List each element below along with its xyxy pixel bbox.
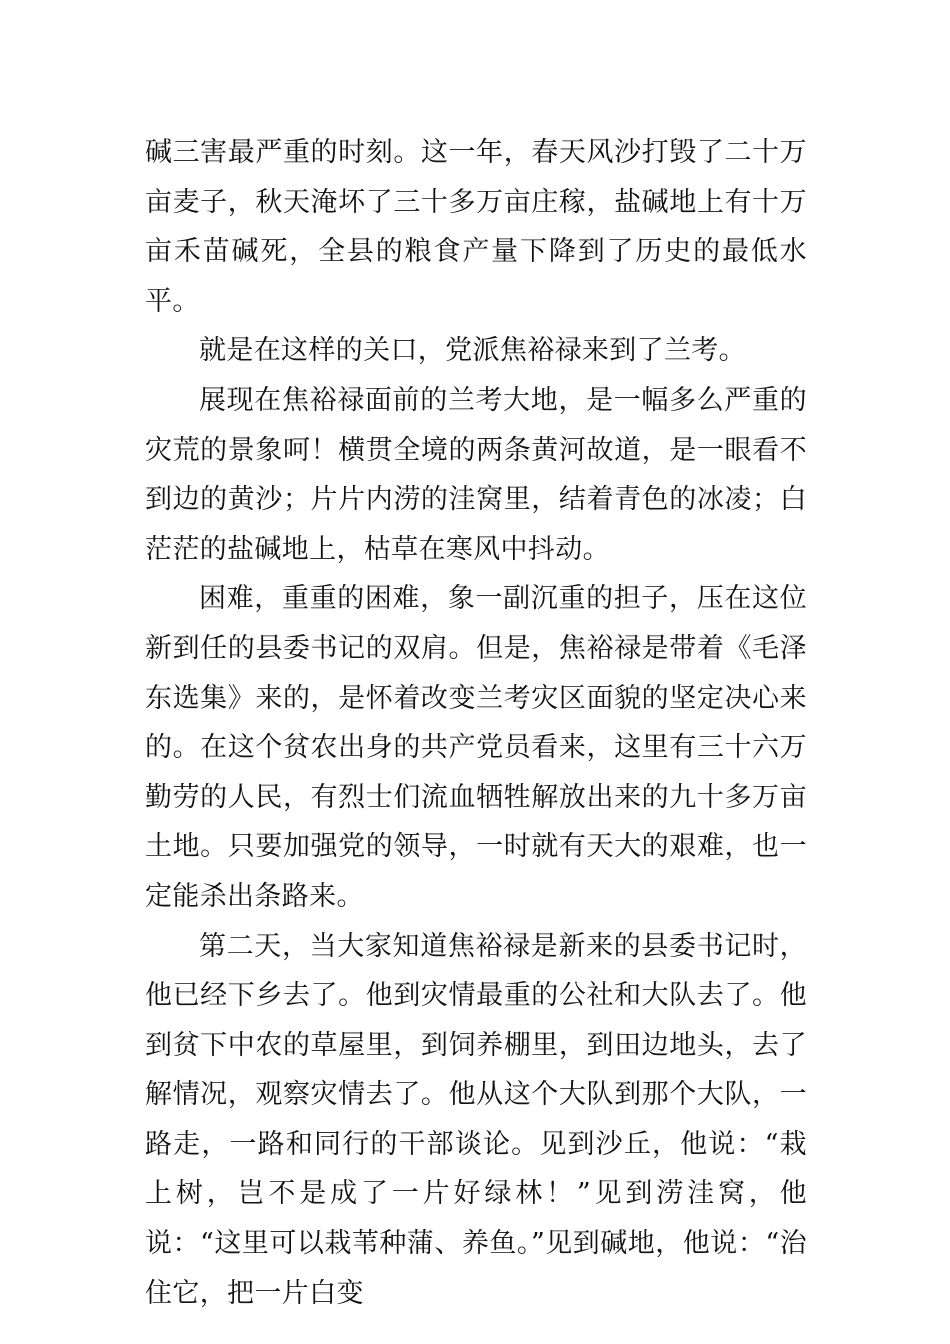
paragraph-5: 第二天，当大家知道焦裕禄是新来的县委书记时，他已经下乡去了。他到灾情最重的公社和大队去了。他到贫下中农的草屋里，到饲养棚里，到田边地头，去了解情况，观察灾情去了。他从这个大队到那个大队，一路走，一路和同行的干部谈论。见到沙丘，他说：“栽上树，岂不是成了一片好绿林！”见到涝洼窝，他说：“这里可以栽苇种蒲、养鱼。”见到碱地，他说：“治住它，把一片白变 bbox=[145, 930, 807, 1309]
article-body bbox=[145, 128, 807, 1318]
paragraph-2: 就是在这样的关口，党派焦裕禄来到了兰考。 bbox=[199, 335, 746, 367]
paragraph-3: 展现在焦裕禄面前的兰考大地，是一幅多么严重的灾荒的景象呵！横贯全境的两条黄河故道，是一眼看不到边的黄沙；片片内涝的洼窝里，结着青色的冰凌；白茫茫的盐碱地上，枯草在寒风中抖动。 bbox=[145, 384, 807, 565]
paragraph-4: 困难，重重的困难，象一副沉重的担子，压在这位新到任的县委书记的双肩。但是，焦裕禄是带着《毛泽东选集》来的，是怀着改变兰考灾区面貌的坚定决心来的。在这个贫农出身的共产党员看来，这里有三十六万勤劳的人民，有烈士们流血牺牲解放出来的九十多万亩土地。只要加强党的领导，一时就有天大的艰难，也一定能杀出条路来。 bbox=[145, 583, 807, 912]
paragraph-1: 碱三害最严重的时刻。这一年，春天风沙打毁了二十万亩麦子，秋天淹坏了三十多万亩庄稼，盐碱地上有十万亩禾苗碱死，全县的粮食产量下降到了历史的最低水平。 bbox=[145, 137, 807, 317]
